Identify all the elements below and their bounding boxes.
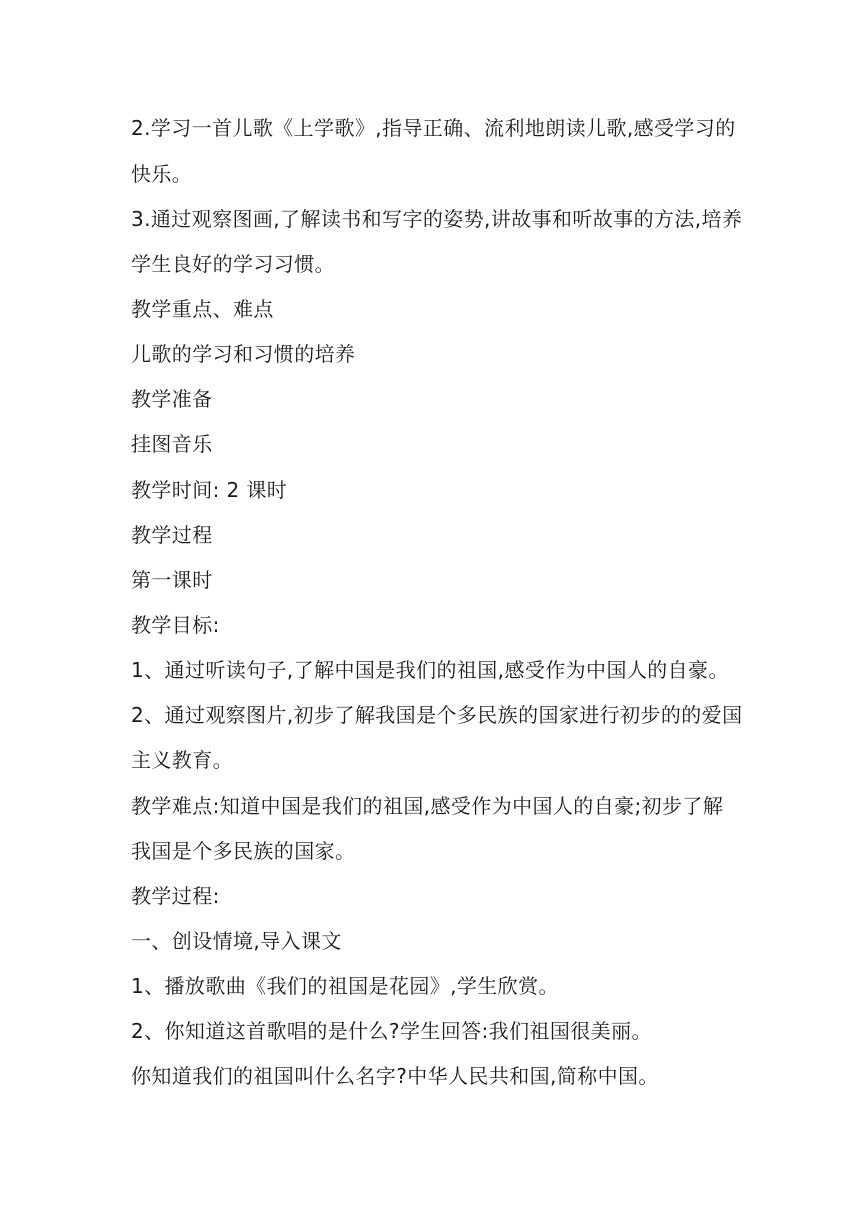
text-line: 1、播放歌曲《我们的祖国是花园》,学生欣赏。 [131, 974, 559, 998]
text-line: 儿歌的学习和习惯的培养 [131, 342, 356, 366]
text-line: 主义教育。 [131, 748, 233, 772]
section-heading: 教学过程: [131, 884, 220, 908]
section-heading: 教学过程 [131, 523, 213, 547]
text-line: 3.通过观察图画,了解读书和写字的姿势,讲故事和听故事的方法,培养 [131, 207, 743, 231]
text-line: 教学时间: 2 课时 [131, 478, 288, 502]
text-line: 2、你知道这首歌唱的是什么?学生回答:我们祖国很美丽。 [131, 1019, 652, 1043]
section-heading: 教学准备 [131, 387, 213, 411]
section-heading: 教学重点、难点 [131, 297, 274, 321]
text-line: 2.学习一首儿歌《上学歌》,指导正确、流利地朗读儿歌,感受学习的 [131, 116, 736, 140]
text-line: 教学难点:知道中国是我们的祖国,感受作为中国人的自豪;初步了解 [131, 794, 724, 818]
text-line: 一、创设情境,导入课文 [131, 929, 342, 953]
section-heading: 第一课时 [131, 568, 213, 592]
text-line: 1、通过听读句子,了解中国是我们的祖国,感受作为中国人的自豪。 [131, 658, 729, 682]
text-line: 我国是个多民族的国家。 [131, 839, 356, 863]
section-heading: 教学目标: [131, 613, 220, 637]
text-line: 你知道我们的祖国叫什么名字?中华人民共和国,简称中国。 [131, 1064, 659, 1088]
text-line: 挂图音乐 [131, 432, 213, 456]
text-line: 快乐。 [131, 162, 193, 186]
text-line: 2、通过观察图片,初步了解我国是个多民族的国家进行初步的的爱国 [131, 703, 743, 727]
text-line: 学生良好的学习习惯。 [131, 252, 335, 276]
